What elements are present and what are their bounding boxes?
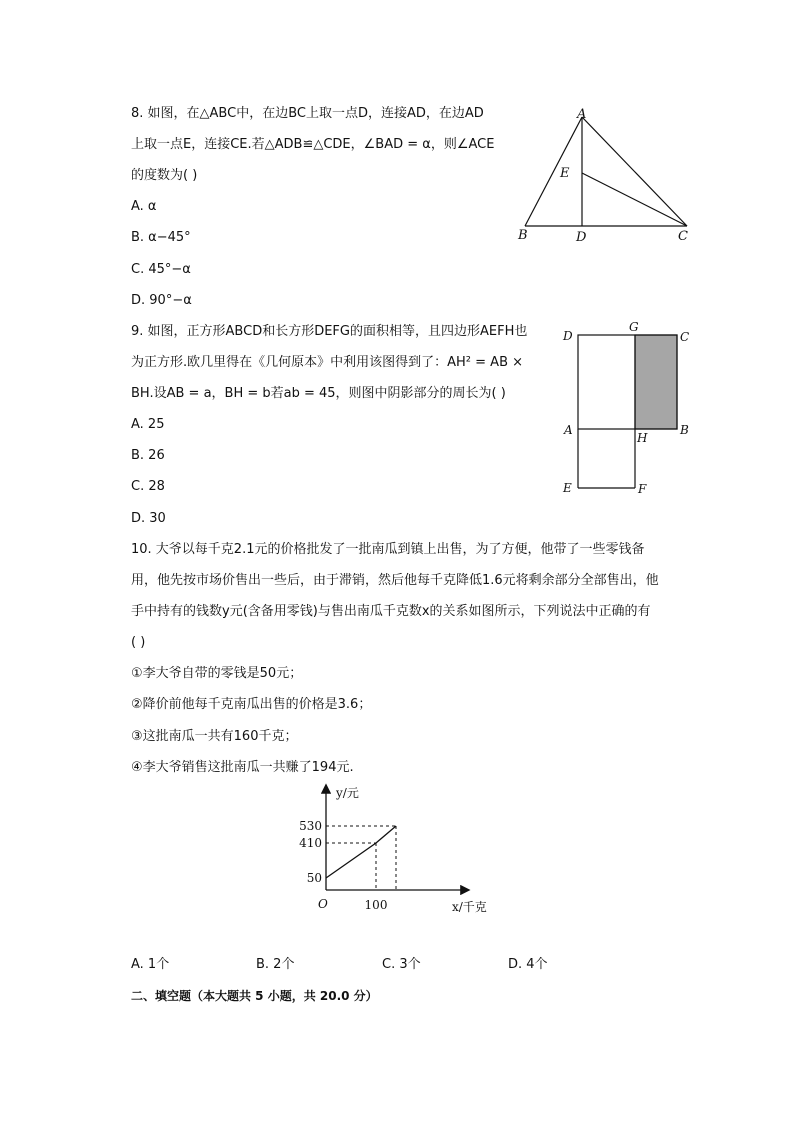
- shaded-rectangle: [635, 335, 677, 429]
- q9-option-b: B. 26: [131, 448, 165, 463]
- series-line: [326, 826, 396, 878]
- label-b: B: [518, 228, 528, 243]
- label-g: G: [629, 320, 639, 334]
- q10-option-d: D. 4个: [508, 957, 548, 972]
- origin-label: O: [318, 897, 328, 911]
- label-a: A: [577, 107, 587, 122]
- q10-statement-2: ②降价前他每千克南瓜出售的价格是3.6；: [131, 697, 372, 712]
- q9-option-a: A. 25: [131, 417, 165, 432]
- label-b: B: [680, 423, 689, 437]
- q10-option-a: A. 1个: [131, 957, 170, 972]
- q10-line-chart: [290, 780, 510, 920]
- x-tick-label-0: 100: [364, 898, 388, 912]
- q10-option-c: C. 3个: [382, 957, 421, 972]
- q10-statement-1: ①李大爷自带的零钱是50元；: [131, 666, 303, 681]
- q9-option-d: D. 30: [131, 511, 166, 526]
- q9-square-figure: [555, 320, 705, 505]
- side-ab: [525, 117, 582, 226]
- q8-option-d: D. 90°−α: [131, 293, 192, 308]
- label-h: H: [637, 431, 648, 445]
- label-f: F: [638, 482, 647, 496]
- q10-option-b: B. 2个: [256, 957, 295, 972]
- q9-line2: 为正方形.欧几里得在《几何原本》中利用该图得到了：AH² = AB ×: [131, 355, 524, 370]
- label-d: D: [563, 329, 573, 343]
- q9-option-c: C. 28: [131, 479, 165, 494]
- q8-option-c: C. 45°−α: [131, 262, 191, 277]
- section-heading: 二、填空题（本大题共 5 小题，共 20.0 分）: [131, 989, 378, 1003]
- label-c: C: [678, 229, 688, 244]
- q9-line1: 9. 如图，正方形ABCD和长方形DEFG的面积相等，且四边形AEFH也: [131, 324, 528, 339]
- label-c: C: [680, 330, 690, 344]
- q8-line2: 上取一点E，连接CE.若△ADB≌△CDE，∠BAD = α，则∠ACE: [131, 137, 495, 152]
- y-tick-label-2: 50: [306, 871, 322, 885]
- x-axis-label: x/千克: [452, 900, 487, 914]
- y-tick-label-1: 410: [299, 836, 322, 850]
- segment-ec: [582, 173, 687, 226]
- q10-line4: ( ): [131, 635, 146, 650]
- y-tick-label-0: 530: [299, 819, 322, 833]
- q8-triangle-figure: [510, 100, 710, 250]
- q10-line1: 10. 大爷以每千克2.1元的价格批发了一批南瓜到镇上出售，为了方便，他带了一些零钱备: [131, 542, 645, 557]
- q10-statement-4: ④李大爷销售这批南瓜一共赚了194元.: [131, 760, 354, 775]
- label-a: A: [564, 423, 573, 437]
- y-axis-label: y/元: [336, 786, 359, 800]
- q10-line3: 手中持有的钱数y元(含备用零钱)与售出南瓜千克数x的关系如图所示，下列说法中正确的有: [131, 604, 651, 619]
- q8-line3: 的度数为( ): [131, 168, 198, 183]
- q9-line3: BH.设AB = a，BH = b若ab = 45，则图中阴影部分的周长为( ): [131, 386, 506, 401]
- q10-line2: 用，他先按市场价售出一些后，由于滞销，然后他每千克降低1.6元将剩余部分全部售出，他: [131, 573, 659, 588]
- label-e: E: [563, 481, 572, 495]
- label-d: D: [576, 230, 587, 245]
- side-ac: [582, 117, 687, 226]
- q8-option-a: A. α: [131, 199, 157, 214]
- q8-option-b: B. α−45°: [131, 230, 191, 245]
- q10-statement-3: ③这批南瓜一共有160千克；: [131, 729, 298, 744]
- q8-line1: 8. 如图，在△ABC中，在边BC上取一点D，连接AD，在边AD: [131, 106, 484, 121]
- label-e: E: [560, 166, 570, 181]
